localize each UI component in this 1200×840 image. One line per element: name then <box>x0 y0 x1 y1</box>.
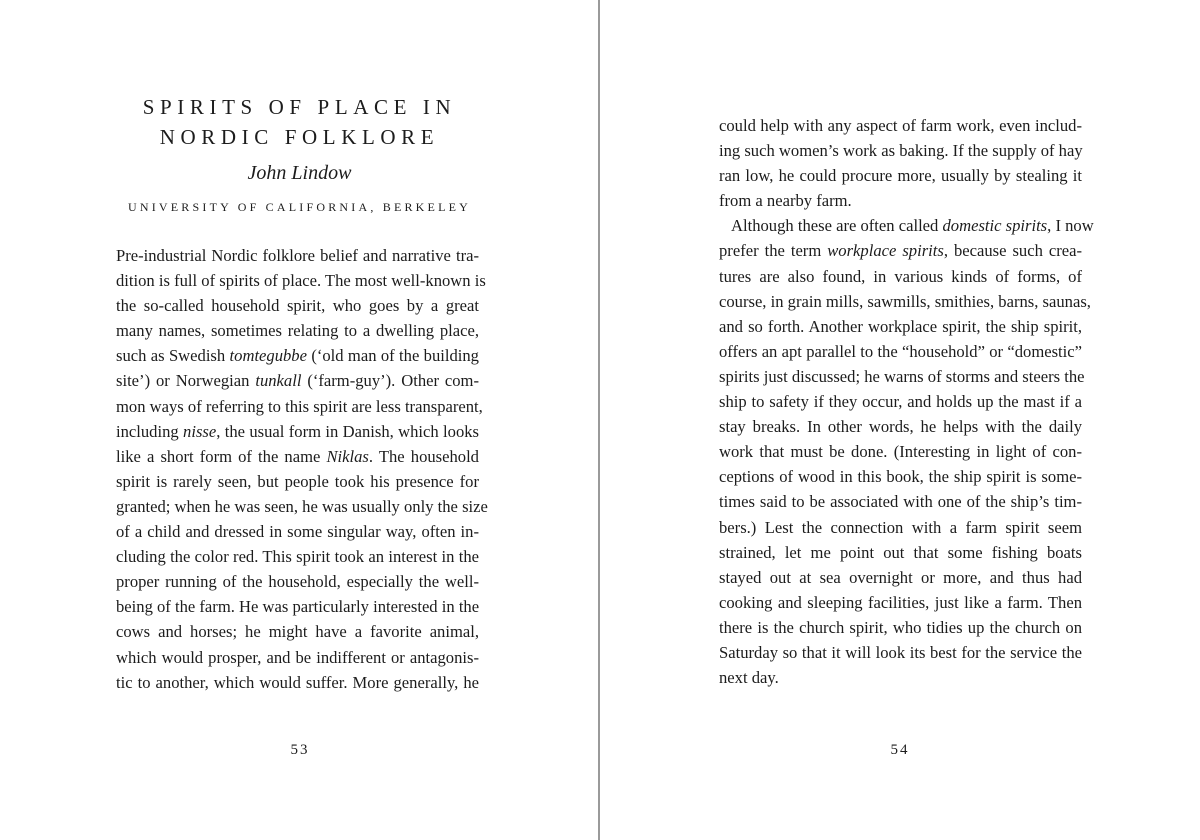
text-segment: work that must be done. (Interesting in light of con- <box>719 442 1082 462</box>
left-page <box>0 0 599 840</box>
text-segment: spirit is rarely seen, but people took his presence for <box>116 471 479 491</box>
text-segment: Saturday so that it will look its best for the service the <box>719 642 1082 662</box>
text-segment: cluding the color red. This spirit took an interest in the <box>116 547 479 567</box>
text-segment: proper running of the household, especially the well- <box>116 572 479 592</box>
left-text-line <box>116 268 486 293</box>
text-segment: granted; when he was seen, he was usually only the size <box>116 496 488 516</box>
text-segment: being of the farm. He was particularly interested in the <box>116 597 480 617</box>
left-text-line <box>116 318 479 343</box>
text-segment: cooking and sleeping facilities, just like a farm. Then <box>719 592 1082 612</box>
text-segment: cows and horses; he might have a favorite animal, <box>116 622 479 642</box>
left-body-text <box>116 243 488 695</box>
right-text-line <box>719 590 1082 615</box>
text-segment: offers an apt parallel to the “household” or “domestic” <box>719 341 1082 361</box>
text-segment: (‘old man of the building <box>306 346 479 366</box>
text-segment: ship to safety if they occur, and holds up the mast if a <box>719 392 1082 412</box>
right-page <box>601 0 1200 840</box>
italic-term: domestic spirits <box>942 216 1048 236</box>
page-number-left: 53 <box>290 742 310 758</box>
text-segment: from a nearby farm. <box>719 191 852 211</box>
right-text-line <box>719 640 1082 665</box>
left-text-line <box>116 645 479 670</box>
left-text-line <box>116 243 479 268</box>
left-text-line <box>116 519 479 544</box>
right-text-line <box>719 364 1085 389</box>
text-segment: site’) or Norwegian <box>116 371 256 391</box>
italic-term: tomtegubbe <box>229 346 307 366</box>
text-segment: stayed out at sea overnight or more, and thus had <box>719 567 1082 587</box>
chapter-title-line-1: SPIRITS OF PLACE IN <box>142 95 457 119</box>
chapter-title <box>0 92 599 152</box>
text-segment: spirits just discussed; he warns of storms and steers the <box>719 366 1085 386</box>
right-text-line <box>719 565 1082 590</box>
right-text-line <box>719 389 1082 414</box>
text-segment: ran low, he could procure more, usually by stealing it <box>719 166 1082 186</box>
right-body-text <box>719 113 1094 690</box>
author-name: John Lindow <box>247 162 352 184</box>
left-text-line <box>116 419 479 444</box>
page-number-right: 54 <box>890 742 910 758</box>
right-text-line <box>719 213 1094 238</box>
text-segment: which would prosper, and be indifferent or antagonis- <box>116 647 479 667</box>
text-segment: such as Swedish <box>116 346 230 366</box>
right-text-line <box>719 138 1082 163</box>
left-text-line <box>116 594 479 619</box>
left-text-line <box>116 670 479 695</box>
right-text-line <box>719 414 1082 439</box>
italic-term: Niklas <box>326 446 369 466</box>
italic-term: nisse <box>183 421 217 441</box>
right-text-line <box>719 289 1091 314</box>
right-text-line <box>719 665 1082 690</box>
text-segment: there is the church spirit, who tidies up the church on <box>719 617 1082 637</box>
text-segment: course, in grain mills, sawmills, smithies, barns, saunas, <box>719 291 1091 311</box>
text-segment: , because such crea- <box>943 241 1083 261</box>
text-segment: bers.) Lest the connection with a farm spirit seem <box>719 517 1082 537</box>
left-text-line <box>116 569 479 594</box>
book-spine-divider <box>598 0 600 840</box>
text-segment: dition is full of spirits of place. The most well-known is <box>116 271 486 291</box>
left-text-line <box>116 619 479 644</box>
text-segment: ceptions of wood in this book, the ship spirit is some- <box>719 467 1082 487</box>
right-text-line <box>719 615 1082 640</box>
text-segment: next day. <box>719 668 779 688</box>
text-segment: and so forth. Another workplace spirit, the ship spirit, <box>719 316 1082 336</box>
right-text-line <box>719 314 1082 339</box>
right-text-line <box>719 339 1082 364</box>
right-text-line <box>719 238 1082 263</box>
text-segment: mon ways of referring to this spirit are less transparent, <box>116 396 483 416</box>
text-segment: prefer the term <box>719 241 828 261</box>
text-segment: (‘farm-guy’). Other com- <box>301 371 479 391</box>
left-text-line <box>116 469 479 494</box>
right-text-line <box>719 489 1082 514</box>
text-segment: tures are also found, in various kinds of forms, of <box>719 266 1082 286</box>
italic-term: workplace spirits <box>827 241 944 261</box>
left-text-line <box>116 394 483 419</box>
text-segment: many names, sometimes relating to a dwelling place, <box>116 321 479 341</box>
right-text-line <box>719 264 1082 289</box>
right-text-line <box>719 540 1082 565</box>
right-text-line <box>719 188 1082 213</box>
right-text-line <box>719 515 1082 540</box>
text-segment: ing such women’s work as baking. If the supply of hay <box>719 141 1083 161</box>
text-segment: . The household <box>368 446 479 466</box>
text-segment: , the usual form in Danish, which looks <box>216 421 479 441</box>
text-segment: the so-called household spirit, who goes by a great <box>116 296 479 316</box>
text-segment: of a child and dressed in some singular way, often in- <box>116 522 479 542</box>
text-segment: Pre-industrial Nordic folklore belief and narrative tra- <box>116 246 479 265</box>
right-text-line <box>719 163 1082 188</box>
text-segment: Although these are often called <box>731 216 943 236</box>
author-affiliation: UNIVERSITY OF CALIFORNIA, BERKELEY <box>127 200 472 214</box>
right-text-line <box>719 113 1082 138</box>
right-text-line <box>719 464 1082 489</box>
text-segment: stay breaks. In other words, he helps with the daily <box>719 417 1082 437</box>
left-text-line <box>116 444 479 469</box>
text-segment: , I now <box>1047 216 1094 236</box>
right-text-line <box>719 439 1082 464</box>
left-text-line <box>116 494 488 519</box>
left-text-line <box>116 293 479 318</box>
text-segment: times said to be associated with one of the ship’s tim- <box>719 492 1082 512</box>
left-text-line <box>116 368 479 393</box>
text-segment: including <box>116 421 184 441</box>
text-segment: strained, let me point out that some fishing boats <box>719 542 1082 562</box>
text-segment: like a short form of the name <box>116 446 327 466</box>
text-segment: tic to another, which would suffer. More generally, he <box>116 672 479 692</box>
chapter-title-line-2: NORDIC FOLKLORE <box>159 125 440 149</box>
text-segment: could help with any aspect of farm work, even includ- <box>719 116 1082 135</box>
left-text-line <box>116 544 479 569</box>
italic-term: tunkall <box>255 371 302 391</box>
left-text-line <box>116 343 479 368</box>
